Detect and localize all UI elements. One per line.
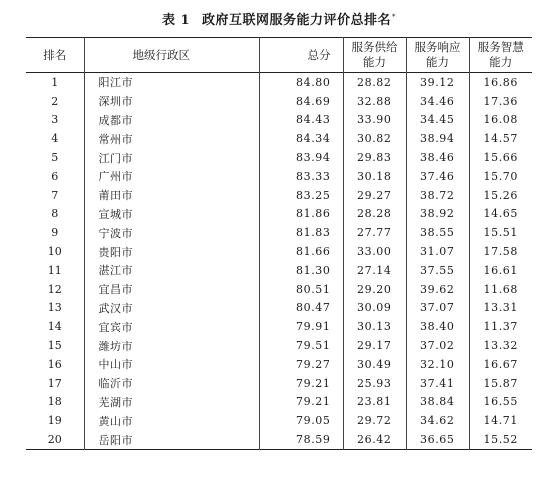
response-score-cell: 38.92 xyxy=(406,205,469,224)
city-cell: 武汉市 xyxy=(84,299,259,318)
city-cell: 中山市 xyxy=(84,355,259,374)
smart-score-cell: 15.70 xyxy=(483,169,518,183)
table-row xyxy=(26,111,532,130)
header-smart-line1: 服务智慧 xyxy=(477,40,524,54)
total-score-cell: 78.59 xyxy=(259,430,343,449)
response-score-cell: 31.07 xyxy=(406,242,469,261)
header-response xyxy=(406,38,469,73)
rank-cell: 13 xyxy=(26,299,84,318)
table-row xyxy=(26,186,532,205)
response-score-cell: 34.45 xyxy=(406,111,469,130)
smart-score-cell: 16.67 xyxy=(483,357,518,371)
supply-score-cell: 29.72 xyxy=(343,411,406,430)
rank-cell: 5 xyxy=(26,148,84,167)
smart-score-cell: 14.65 xyxy=(483,207,518,221)
table-row xyxy=(26,411,532,430)
smart-score-cell: 17.58 xyxy=(483,245,518,259)
rank-cell: 12 xyxy=(26,280,84,299)
header-supply-line2: 能力 xyxy=(363,55,386,69)
city-cell: 阳江市 xyxy=(84,73,259,92)
supply-score-cell: 27.77 xyxy=(343,223,406,242)
header-city: 地级行政区 xyxy=(84,38,259,73)
city-cell: 江门市 xyxy=(84,148,259,167)
header-supply xyxy=(343,38,406,73)
smart-score-cell: 17.36 xyxy=(483,94,518,108)
supply-score-cell: 28.28 xyxy=(343,205,406,224)
supply-score-cell: 27.14 xyxy=(343,261,406,280)
supply-score-cell: 28.82 xyxy=(343,73,406,92)
table-row xyxy=(26,355,532,374)
supply-score-cell: 29.20 xyxy=(343,280,406,299)
total-score-cell: 81.83 xyxy=(259,223,343,242)
table-row xyxy=(26,92,532,111)
city-cell: 潍坊市 xyxy=(84,336,259,355)
supply-score-cell: 26.42 xyxy=(343,430,406,449)
city-cell: 岳阳市 xyxy=(84,430,259,449)
table-row xyxy=(26,393,532,412)
supply-score-cell: 30.49 xyxy=(343,355,406,374)
header-smart xyxy=(469,38,532,73)
response-score-cell: 34.46 xyxy=(406,92,469,111)
smart-score-cell: 15.26 xyxy=(483,188,518,202)
rank-cell: 11 xyxy=(26,261,84,280)
city-cell: 芜湖市 xyxy=(84,393,259,412)
smart-score-cell: 11.37 xyxy=(483,320,518,334)
total-score-cell: 80.51 xyxy=(259,280,343,299)
supply-score-cell: 29.17 xyxy=(343,336,406,355)
city-cell: 常州市 xyxy=(84,129,259,148)
ranking-table xyxy=(26,37,532,450)
table-row xyxy=(26,242,532,261)
response-score-cell: 34.62 xyxy=(406,411,469,430)
total-score-cell: 81.30 xyxy=(259,261,343,280)
table-row xyxy=(26,317,532,336)
smart-score-cell: 13.32 xyxy=(483,339,518,353)
supply-score-cell: 32.88 xyxy=(343,92,406,111)
response-score-cell: 37.55 xyxy=(406,261,469,280)
rank-cell: 3 xyxy=(26,111,84,130)
table-row xyxy=(26,299,532,318)
response-score-cell: 38.40 xyxy=(406,317,469,336)
header-response-line1: 服务响应 xyxy=(414,40,461,54)
total-score-cell: 79.27 xyxy=(259,355,343,374)
table-row xyxy=(26,280,532,299)
table-row xyxy=(26,430,532,449)
smart-score-cell: 15.52 xyxy=(483,433,518,447)
rank-cell: 16 xyxy=(26,355,84,374)
response-score-cell: 38.55 xyxy=(406,223,469,242)
response-score-cell: 37.07 xyxy=(406,299,469,318)
response-score-cell: 38.94 xyxy=(406,129,469,148)
table-row xyxy=(26,73,532,92)
total-score-cell: 79.21 xyxy=(259,393,343,412)
total-score-cell: 79.05 xyxy=(259,411,343,430)
smart-score-cell: 15.66 xyxy=(483,151,518,165)
rank-cell: 10 xyxy=(26,242,84,261)
table-title: 政府互联网服务能力评价总排名 xyxy=(202,13,392,28)
smart-score-cell: 15.87 xyxy=(483,376,518,390)
header-smart-line2: 能力 xyxy=(489,55,513,69)
table-row xyxy=(26,336,532,355)
city-cell: 贵阳市 xyxy=(84,242,259,261)
table-header xyxy=(26,38,532,73)
rank-cell: 7 xyxy=(26,186,84,205)
city-cell: 临沂市 xyxy=(84,374,259,393)
city-cell: 宣城市 xyxy=(84,205,259,224)
footnote-mark: * xyxy=(392,12,397,21)
supply-score-cell: 25.93 xyxy=(343,374,406,393)
rank-cell: 1 xyxy=(26,73,84,92)
total-score-cell: 79.91 xyxy=(259,317,343,336)
response-score-cell: 39.62 xyxy=(406,280,469,299)
total-score-cell: 84.43 xyxy=(259,111,343,130)
table-body xyxy=(26,73,532,450)
city-cell: 宁波市 xyxy=(84,223,259,242)
header-supply-line1: 服务供给 xyxy=(351,40,398,54)
table-row xyxy=(26,205,532,224)
response-score-cell: 38.46 xyxy=(406,148,469,167)
response-score-cell: 32.10 xyxy=(406,355,469,374)
rank-cell: 18 xyxy=(26,393,84,412)
rank-cell: 20 xyxy=(26,430,84,449)
response-score-cell: 38.84 xyxy=(406,393,469,412)
smart-score-cell: 16.86 xyxy=(483,75,518,89)
header-total: 总分 xyxy=(259,38,343,73)
supply-score-cell: 30.09 xyxy=(343,299,406,318)
table-row xyxy=(26,148,532,167)
smart-score-cell: 16.55 xyxy=(483,395,518,409)
response-score-cell: 39.12 xyxy=(406,73,469,92)
rank-cell: 14 xyxy=(26,317,84,336)
supply-score-cell: 30.13 xyxy=(343,317,406,336)
smart-score-cell: 13.31 xyxy=(483,301,518,315)
total-score-cell: 81.66 xyxy=(259,242,343,261)
rank-cell: 6 xyxy=(26,167,84,186)
city-cell: 黄山市 xyxy=(84,411,259,430)
city-cell: 成都市 xyxy=(84,111,259,130)
total-score-cell: 84.69 xyxy=(259,92,343,111)
supply-score-cell: 29.83 xyxy=(343,148,406,167)
response-score-cell: 37.02 xyxy=(406,336,469,355)
response-score-cell: 37.46 xyxy=(406,167,469,186)
rank-cell: 2 xyxy=(26,92,84,111)
table-row xyxy=(26,167,532,186)
supply-score-cell: 33.90 xyxy=(343,111,406,130)
rank-cell: 17 xyxy=(26,374,84,393)
total-score-cell: 79.51 xyxy=(259,336,343,355)
rank-cell: 4 xyxy=(26,129,84,148)
table-row xyxy=(26,261,532,280)
total-score-cell: 79.21 xyxy=(259,374,343,393)
rank-cell: 8 xyxy=(26,205,84,224)
table-row xyxy=(26,129,532,148)
rank-cell: 15 xyxy=(26,336,84,355)
city-cell: 莆田市 xyxy=(84,186,259,205)
supply-score-cell: 23.81 xyxy=(343,393,406,412)
header-response-line2: 能力 xyxy=(426,55,449,69)
total-score-cell: 81.86 xyxy=(259,205,343,224)
supply-score-cell: 30.18 xyxy=(343,167,406,186)
supply-score-cell: 30.82 xyxy=(343,129,406,148)
header-rank: 排名 xyxy=(26,38,84,73)
rank-cell: 19 xyxy=(26,411,84,430)
city-cell: 宜宾市 xyxy=(84,317,259,336)
total-score-cell: 80.47 xyxy=(259,299,343,318)
smart-score-cell: 14.57 xyxy=(483,132,518,146)
total-score-cell: 83.25 xyxy=(259,186,343,205)
total-score-cell: 83.94 xyxy=(259,148,343,167)
table-number: 表 1 xyxy=(161,13,191,28)
response-score-cell: 38.72 xyxy=(406,186,469,205)
supply-score-cell: 29.27 xyxy=(343,186,406,205)
header-row xyxy=(26,38,532,73)
total-score-cell: 84.34 xyxy=(259,129,343,148)
table-caption xyxy=(0,9,558,28)
rank-cell: 9 xyxy=(26,223,84,242)
supply-score-cell: 33.00 xyxy=(343,242,406,261)
table-row xyxy=(26,374,532,393)
table-row xyxy=(26,223,532,242)
smart-score-cell: 16.08 xyxy=(483,113,518,127)
smart-score-cell: 14.71 xyxy=(483,414,518,428)
response-score-cell: 37.41 xyxy=(406,374,469,393)
smart-score-cell: 16.61 xyxy=(483,263,518,277)
total-score-cell: 84.80 xyxy=(259,73,343,92)
city-cell: 宜昌市 xyxy=(84,280,259,299)
total-score-cell: 83.33 xyxy=(259,167,343,186)
smart-score-cell: 15.51 xyxy=(483,226,518,240)
city-cell: 湛江市 xyxy=(84,261,259,280)
city-cell: 深圳市 xyxy=(84,92,259,111)
city-cell: 广州市 xyxy=(84,167,259,186)
smart-score-cell: 11.68 xyxy=(483,282,518,296)
response-score-cell: 36.65 xyxy=(406,430,469,449)
